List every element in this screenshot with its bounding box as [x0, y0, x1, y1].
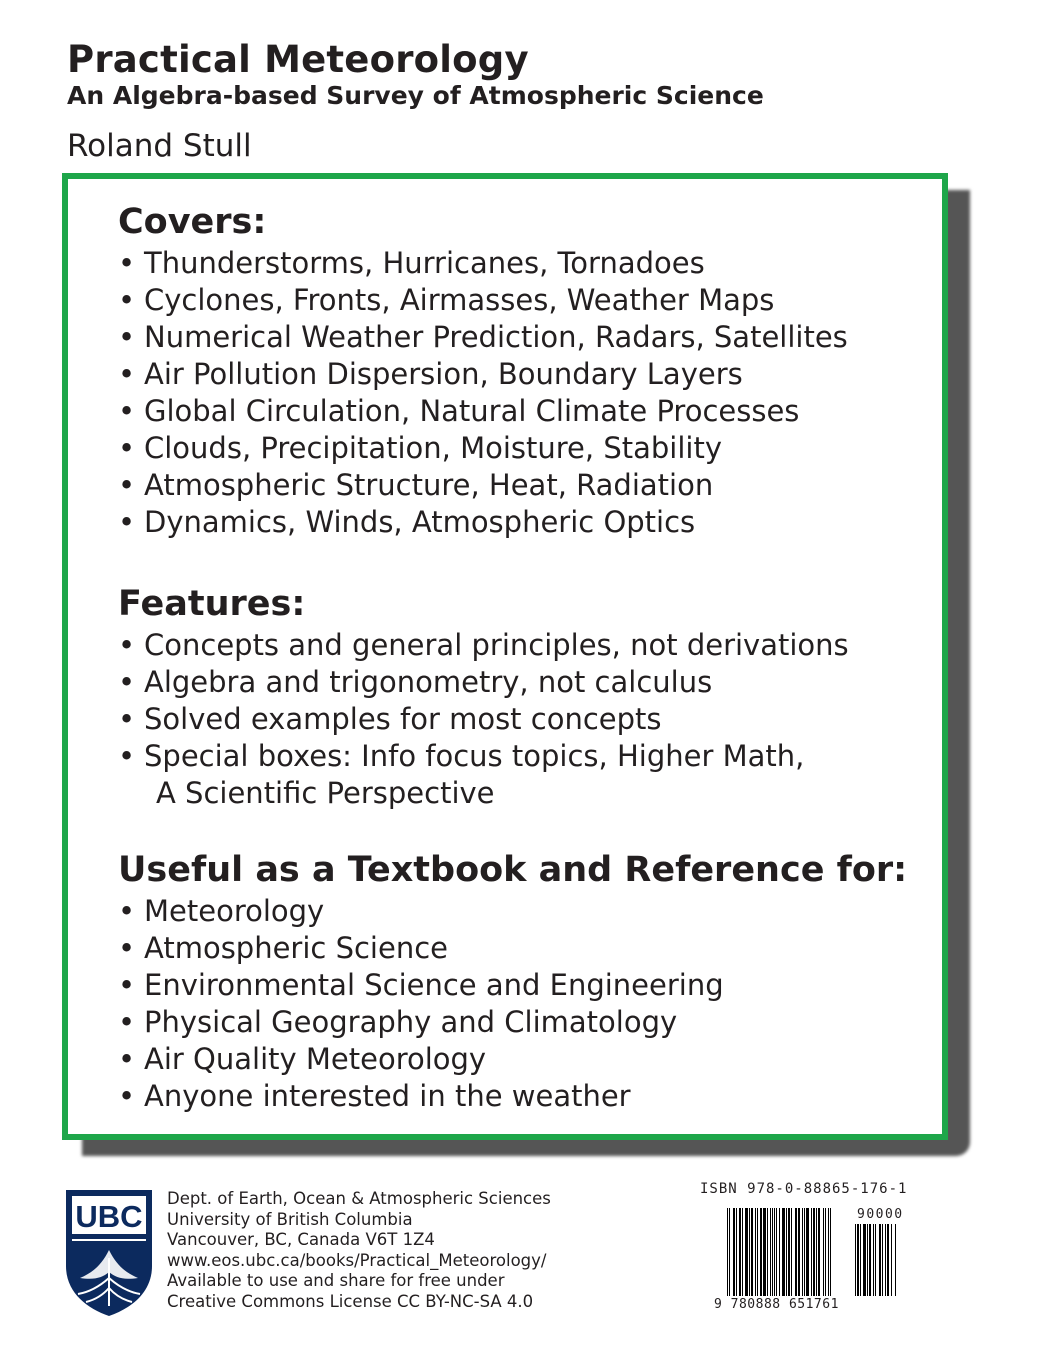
- barcode-addon-digits: 90000: [857, 1207, 904, 1222]
- features-item: • Concepts and general principles, not derivations: [118, 627, 849, 664]
- useful-list: [118, 893, 907, 1115]
- barcode-bar: [733, 1208, 735, 1296]
- barcode-bar: [869, 1224, 871, 1296]
- features-item: • Solved examples for most concepts: [118, 701, 849, 738]
- barcode-bar: [818, 1208, 820, 1296]
- barcode-bar: [767, 1208, 768, 1296]
- barcode-bar: [729, 1208, 730, 1296]
- isbn-label: ISBN 978-0-88865-176-1: [700, 1181, 908, 1197]
- barcode-bar: [802, 1208, 803, 1296]
- barcode-bar: [873, 1224, 874, 1296]
- address-line: Creative Commons License CC BY-NC-SA 4.0: [167, 1291, 534, 1311]
- covers-list: [118, 245, 848, 541]
- barcode-bar: [806, 1208, 809, 1296]
- useful-item: • Physical Geography and Climatology: [118, 1004, 907, 1041]
- features-item-continuation: A Scientific Perspective: [156, 776, 495, 810]
- book-title: Practical Meteorology: [67, 38, 529, 81]
- barcode-bar: [779, 1208, 780, 1296]
- useful-heading: Useful as a Textbook and Reference for:: [118, 850, 908, 890]
- barcode-bar: [855, 1224, 856, 1296]
- barcode-bar: [860, 1224, 861, 1296]
- barcode-bar: [727, 1208, 728, 1296]
- author-name: Roland Stull: [67, 128, 252, 164]
- covers-item: • Numerical Weather Prediction, Radars, Satellites: [118, 319, 848, 356]
- barcode-bar: [782, 1208, 785, 1296]
- barcode-bar: [895, 1224, 896, 1296]
- barcode-bar: [788, 1208, 790, 1296]
- covers-item: • Atmospheric Structure, Heat, Radiation: [118, 467, 848, 504]
- addon-barcode: [855, 1224, 921, 1296]
- barcode-bar: [739, 1208, 741, 1296]
- features-item: • Algebra and trigonometry, not calculus: [118, 664, 849, 701]
- barcode-bar: [825, 1208, 826, 1296]
- covers-section: [118, 199, 848, 541]
- barcode-bar: [763, 1208, 766, 1296]
- barcode-bar: [813, 1208, 815, 1296]
- barcode-digits: 9 780888 651761: [714, 1297, 839, 1312]
- barcode-bar: [751, 1208, 753, 1296]
- features-item-text: Special boxes: Info focus topics, Higher Math,: [144, 739, 805, 773]
- barcode-bar: [795, 1208, 797, 1296]
- covers-item: • Air Pollution Dispersion, Boundary Layers: [118, 356, 848, 393]
- barcode-bar: [823, 1208, 824, 1296]
- address-line: Dept. of Earth, Ocean & Atmospheric Sciences: [167, 1189, 551, 1208]
- useful-item: • Environmental Science and Engineering: [118, 967, 907, 1004]
- covers-item: • Dynamics, Winds, Atmospheric Optics: [118, 504, 848, 541]
- features-list: [118, 627, 849, 812]
- covers-heading: Covers:: [118, 202, 267, 242]
- ean-barcode: [727, 1208, 847, 1296]
- barcode-bar: [772, 1208, 773, 1296]
- barcode-bar: [736, 1208, 737, 1296]
- barcode-bar: [887, 1224, 889, 1296]
- description-frame: [62, 173, 948, 1140]
- barcode-bar: [786, 1208, 787, 1296]
- covers-item: • Cyclones, Fronts, Airmasses, Weather Maps: [118, 282, 848, 319]
- useful-item: • Meteorology: [118, 893, 907, 930]
- publisher-address: [167, 1189, 551, 1313]
- address-line: www.eos.ubc.ca/books/Practical_Meteorology/: [167, 1250, 547, 1270]
- address-line: University of British Columbia: [167, 1209, 413, 1229]
- useful-item: • Atmospheric Science: [118, 930, 907, 967]
- barcode-bar: [885, 1224, 886, 1296]
- barcode-bar: [857, 1224, 859, 1296]
- barcode-bar: [830, 1208, 831, 1296]
- covers-item: • Clouds, Precipitation, Moisture, Stability: [118, 430, 848, 467]
- barcode-bar: [776, 1208, 777, 1296]
- ubc-shield-icon: [64, 1188, 154, 1318]
- barcode-bar: [816, 1208, 817, 1296]
- ubc-logo-text: UBC: [75, 1199, 143, 1234]
- features-section: [118, 581, 849, 812]
- barcode-bar: [760, 1208, 762, 1296]
- barcode-bar: [791, 1208, 792, 1296]
- barcode-bar: [774, 1208, 775, 1296]
- barcode-bar: [882, 1224, 883, 1296]
- barcode-bar: [875, 1224, 876, 1296]
- barcode-bar: [757, 1208, 758, 1296]
- features-heading: Features:: [118, 584, 306, 624]
- covers-item: • Thunderstorms, Hurricanes, Tornadoes: [118, 245, 848, 282]
- address-line: Available to use and share for free under: [167, 1271, 505, 1291]
- barcode-bar: [742, 1208, 743, 1296]
- useful-item: • Air Quality Meteorology: [118, 1041, 907, 1078]
- barcode-bar: [745, 1208, 748, 1296]
- covers-item: • Global Circulation, Natural Climate Processes: [118, 393, 848, 430]
- barcode-bar: [770, 1208, 771, 1296]
- barcode-bar: [749, 1208, 750, 1296]
- barcode-bar: [804, 1208, 805, 1296]
- useful-item: • Anyone interested in the weather: [118, 1078, 907, 1115]
- book-subtitle: An Algebra-based Survey of Atmospheric Science: [67, 81, 764, 110]
- barcode-bar: [891, 1224, 892, 1296]
- barcode-bar: [755, 1208, 756, 1296]
- barcode-bar: [828, 1208, 829, 1296]
- features-item: [118, 738, 849, 812]
- barcode-bar: [863, 1224, 866, 1296]
- barcode-bar: [879, 1224, 881, 1296]
- address-line: Vancouver, BC, Canada V6T 1Z4: [167, 1230, 435, 1250]
- barcode-bar: [798, 1208, 800, 1296]
- barcode-bar: [867, 1224, 868, 1296]
- barcode-bar: [811, 1208, 812, 1296]
- useful-section: [118, 847, 907, 1115]
